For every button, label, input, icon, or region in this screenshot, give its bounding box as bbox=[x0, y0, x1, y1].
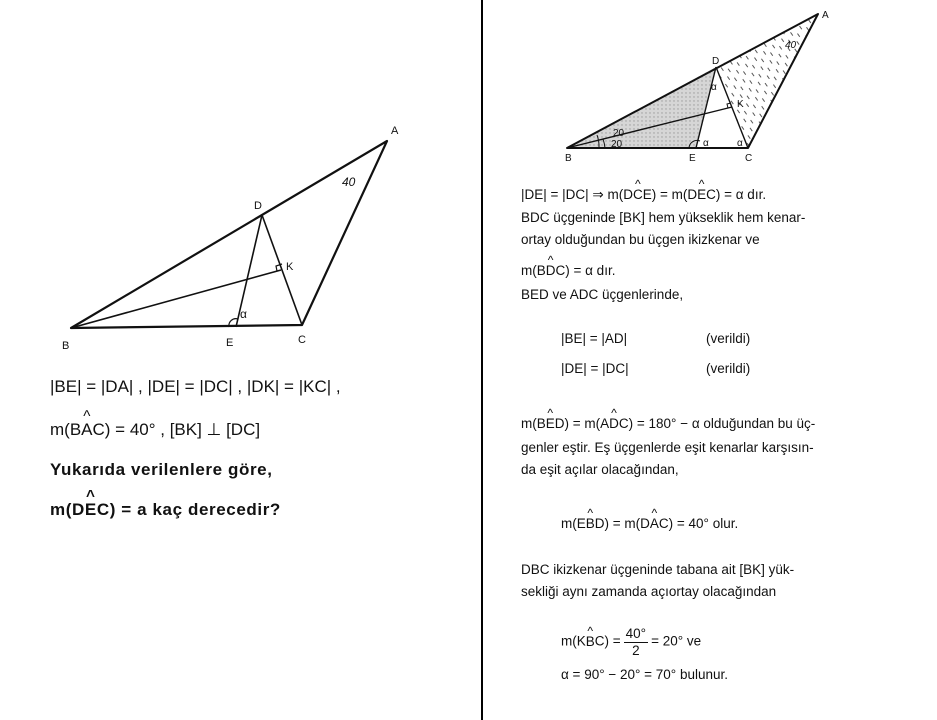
solution-line-9-b: D) = m(D bbox=[594, 516, 650, 531]
solution-line-12-b: C) = bbox=[594, 633, 621, 649]
solution-line-10: DBC ikizkenar üçgeninde tabana ait [BK] yük- bbox=[521, 562, 795, 577]
given-line-2 bbox=[50, 420, 260, 440]
solution-line-12 bbox=[561, 626, 701, 658]
prompt-line-2 bbox=[50, 500, 281, 520]
solution-line-1-hat-1: ^ C bbox=[633, 187, 643, 202]
solution-line-4 bbox=[521, 263, 615, 278]
sol-label-d: D bbox=[712, 56, 720, 67]
triangle-abc bbox=[71, 141, 387, 328]
solution-line-1-c: C) = α dır. bbox=[706, 187, 767, 202]
solution-line-6-c: C) = 180° − α olduğundan bu üç- bbox=[618, 416, 816, 431]
solution-line-6-hat-2: ^ D bbox=[609, 416, 619, 431]
solution-line-13: α = 90° − 20° = 70° bulunur. bbox=[561, 667, 728, 682]
question-figure bbox=[0, 0, 480, 360]
solution-line-6-hat-1: ^ E bbox=[546, 416, 555, 431]
equality-2: |DE| = |DC| bbox=[561, 361, 629, 376]
solution-line-1-hat-2: ^ E bbox=[697, 187, 706, 202]
sol-label-20b: 20 bbox=[611, 139, 623, 150]
solution-line-1 bbox=[521, 187, 766, 203]
solution-line-8: da eşit açılar olacağından, bbox=[521, 462, 679, 477]
solution-line-4-hat: ^ D bbox=[546, 263, 556, 278]
given-line-1: |BE| = |DA| , |DE| = |DC| , |DK| = |KC| , bbox=[50, 377, 341, 396]
sol-label-c: C bbox=[745, 153, 753, 164]
label-a: A bbox=[391, 125, 399, 137]
prompt-line-2-pre: m(D bbox=[50, 500, 85, 519]
solution-line-12-a: m(K bbox=[561, 633, 586, 649]
label-k: K bbox=[286, 261, 294, 273]
hatched-triangle-adc bbox=[716, 14, 818, 148]
label-e: E bbox=[226, 337, 234, 349]
solution-line-7: genler eştir. Eş üçgenlerde eşit kenarlar karşısın- bbox=[521, 440, 814, 455]
prompt-line-2-hat: ^ E bbox=[85, 500, 97, 520]
label-alpha: α bbox=[240, 307, 247, 321]
label-d: D bbox=[254, 200, 262, 212]
solution-line-9-a: m(E bbox=[561, 516, 586, 531]
solution-line-4-b: C) = α dır. bbox=[555, 263, 616, 278]
solution-line-5: BED ve ADC üçgenlerinde, bbox=[521, 287, 684, 302]
solution-line-12-hat: ^ B bbox=[586, 634, 595, 649]
sol-label-b: B bbox=[565, 153, 572, 164]
sol-label-angle-a: 40 bbox=[785, 40, 797, 51]
sol-label-k: K bbox=[737, 99, 744, 110]
sol-label-alpha-e: α bbox=[703, 138, 709, 149]
equality-1: |BE| = |AD| bbox=[561, 331, 628, 346]
solution-line-2: BDC üçgeninde [BK] hem yükseklik hem kenar- bbox=[521, 210, 806, 225]
sol-label-a: A bbox=[822, 10, 829, 21]
solution-line-9-c: C) = 40° olur. bbox=[658, 516, 739, 531]
segment-bk bbox=[71, 270, 281, 328]
prompt-line-2-post: C) = a kaç derecedir? bbox=[96, 500, 281, 519]
given-line-2-hat: ^ A bbox=[81, 420, 92, 440]
equality-2-note: (verildi) bbox=[706, 361, 751, 376]
solution-line-1-b: E) = m(D bbox=[642, 187, 698, 202]
solution-line-9-hat-1: ^ B bbox=[586, 516, 595, 531]
label-c: C bbox=[298, 334, 306, 346]
sol-label-alpha-d: α bbox=[711, 82, 717, 93]
solution-line-11: sekliği aynı zamanda açıortay olacağından bbox=[521, 584, 777, 599]
solution-line-6 bbox=[521, 416, 815, 431]
sol-label-alpha-c: α bbox=[737, 138, 743, 149]
given-line-2-post: C) = 40° , [BK] ⊥ [DC] bbox=[92, 420, 261, 439]
fraction-numerator: 40° bbox=[625, 626, 647, 641]
sol-label-20a: 20 bbox=[613, 128, 625, 139]
label-angle-a: 40 bbox=[342, 175, 356, 189]
segment-dc bbox=[262, 215, 302, 325]
fraction bbox=[624, 626, 648, 658]
equality-1-note: (verildi) bbox=[706, 331, 751, 346]
solution-figure bbox=[481, 0, 937, 180]
solution-line-6-b: D) = m(A bbox=[554, 416, 610, 431]
solution-line-6-a: m(B bbox=[521, 416, 546, 431]
prompt-line-1: Yukarıda verilenlere göre, bbox=[50, 460, 273, 479]
solution-line-1-a: |DE| = |DC| ⇒ m(D bbox=[521, 187, 633, 202]
solution-line-3: ortay olduğundan bu üçgen ikizkenar ve bbox=[521, 232, 760, 247]
solution-line-9-hat-2: ^ A bbox=[650, 516, 659, 531]
solution-line-9 bbox=[561, 516, 738, 531]
solution-line-4-a: m(B bbox=[521, 263, 546, 278]
label-b: B bbox=[62, 340, 70, 352]
solution-line-12-c: = 20° ve bbox=[651, 633, 702, 649]
fraction-denominator: 2 bbox=[632, 642, 640, 658]
sol-label-e: E bbox=[689, 153, 696, 164]
given-line-2-pre: m(B bbox=[50, 420, 82, 439]
